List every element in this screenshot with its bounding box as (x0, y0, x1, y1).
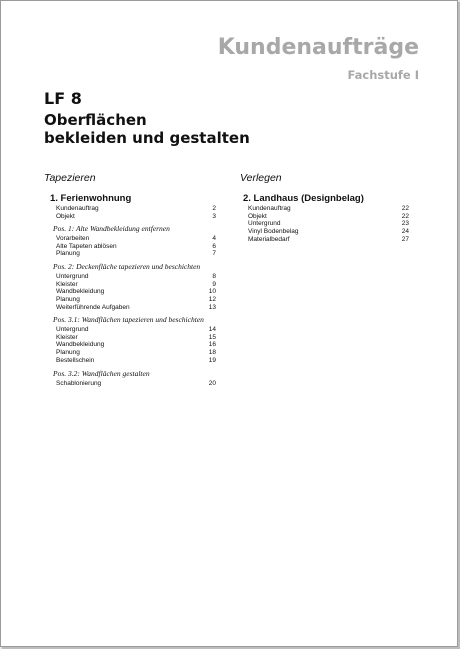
pos1-title: Pos. 1: Alte Wandbekleidung entfernen (53, 224, 170, 233)
toc-row[interactable]: Kundenauftrag 2 (56, 205, 216, 212)
section-title-landhaus: 2. Landhaus (Designbelag) (243, 193, 364, 204)
pos31-title: Pos. 3.1: Wandflächen tapezieren und beschichten (53, 315, 204, 324)
learning-field-title (44, 111, 250, 147)
toc-row[interactable]: Wandbekleidung 10 (56, 288, 216, 296)
toc-row[interactable]: Objekt 22 (248, 212, 409, 220)
pos31-list (56, 326, 216, 365)
pos32-title: Pos. 3.2: Wandflächen gestalten (53, 369, 150, 378)
toc-row[interactable]: Kleister 9 (56, 280, 216, 288)
toc-row[interactable]: Planung 18 (56, 349, 216, 357)
toc-row[interactable]: Weiterführende Aufgaben 13 (56, 303, 216, 311)
column-heading-verlegen: Verlegen (240, 172, 282, 184)
toc-row[interactable]: Kleister 15 (56, 333, 216, 341)
landhaus-list (248, 205, 409, 244)
toc-row[interactable]: Bestellschein 19 (56, 356, 216, 364)
toc-row[interactable]: Objekt 3 (56, 212, 216, 220)
learning-field-title-line1: Oberflächen (44, 111, 147, 129)
pos2-list (56, 273, 216, 312)
toc-row[interactable]: Untergrund 14 (56, 326, 216, 333)
toc-row[interactable]: Untergrund 23 (248, 220, 409, 228)
column-heading-tapezieren: Tapezieren (44, 172, 96, 184)
header-subtitle: Fachstufe I (347, 68, 419, 82)
toc-row[interactable]: Kundenauftrag 22 (248, 205, 409, 212)
pos32-list (56, 380, 216, 388)
header-title: Kundenaufträge (217, 35, 419, 60)
toc-row[interactable]: Wandbekleidung 16 (56, 341, 216, 349)
section-title-ferienwohnung: 1. Ferienwohnung (50, 193, 132, 204)
toc-row[interactable]: Untergrund 8 (56, 273, 216, 280)
intro-list (56, 205, 216, 220)
toc-row[interactable]: Alte Tapeten ablösen 6 (56, 242, 216, 250)
toc-row[interactable]: Planung 12 (56, 296, 216, 304)
toc-row[interactable]: Vinyl Bodenbelag 24 (248, 228, 409, 236)
pos2-title: Pos. 2: Deckenfläche tapezieren und beschichten (53, 262, 201, 271)
toc-row[interactable]: Vorarbeiten 4 (56, 235, 216, 242)
pos1-list (56, 235, 216, 258)
toc-row[interactable]: Materialbedarf 27 (248, 235, 409, 243)
toc-row[interactable]: Planung 7 (56, 250, 216, 258)
learning-field-title-line2: bekleiden und gestalten (44, 129, 250, 147)
toc-row[interactable]: Schablonierung 20 (56, 380, 216, 387)
learning-field-label: LF 8 (44, 89, 82, 108)
